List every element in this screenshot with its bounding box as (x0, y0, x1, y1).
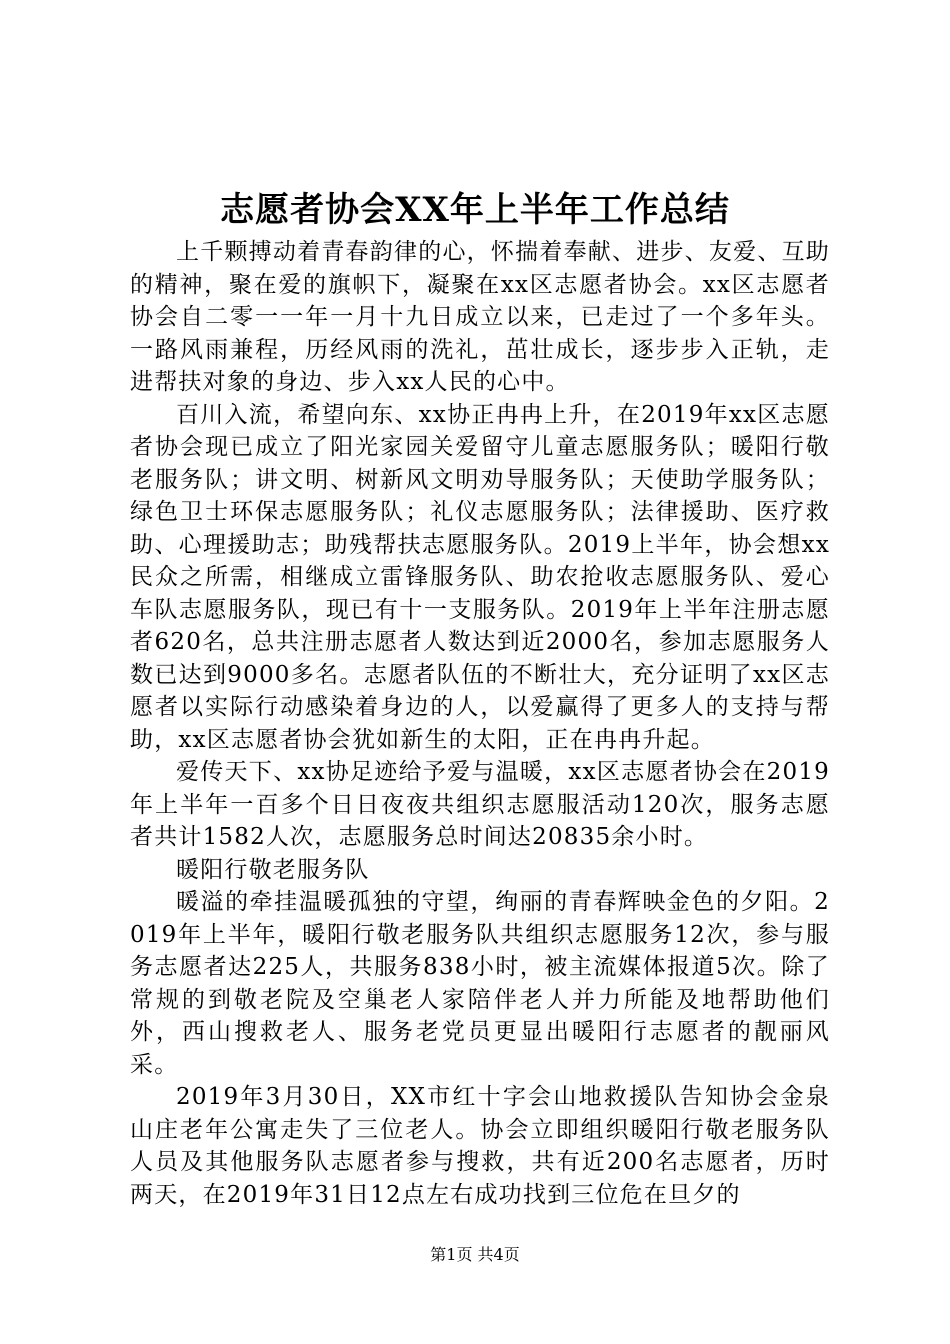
paragraph: 百川入流，希望向东、xx协正冉冉上升，在2019年xx区志愿者协会现已成立了阳光家园关爱留守儿童志愿服务队；暖阳行敬老服务队；讲文明、树新风文明劝导服务队；天使助学服务队；绿色卫士环保志愿服务队；礼仪志愿服务队；法律援助、医疗救助、心理援助志；助残帮扶志愿服务队。2019上半年，协会想xx民众之所需，相继成立雷锋服务队、助农抢收志愿服务队、爱心车队志愿服务队，现已有十一支服务队。2019年上半年注册志愿者620名，总共注册志愿者人数达到近2000名，参加志愿服务人数已达到9000多名。志愿者队伍的不断壮大，充分证明了xx区志愿者以实际行动感染着身边的人，以爱赢得了更多人的支持与帮助，xx区志愿者协会犹如新生的太阳，正在冉冉升起。 (130, 401, 830, 753)
section-heading: 暖阳行敬老服务队 (176, 856, 370, 883)
paragraph: 2019年3月30日，XX市红十字会山地救援队告知协会金泉山庄老年公寓走失了三位老人。协会立即组织暖阳行敬老服务队人员及其他服务队志愿者参与搜救，共有近200名志愿者，历时两天，在2019年31日12点左右成功找到三位危在旦夕的 (130, 1084, 830, 1208)
paragraph: 上千颗搏动着青春韵律的心，怀揣着奉献、进步、友爱、互助的精神，聚在爱的旗帜下，凝聚在xx区志愿者协会。xx区志愿者协会自二零一一年一月十九日成立以来，已走过了一个多年头。一路风雨兼程，历经风雨的洗礼，茁壮成长，逐步步入正轨，走进帮扶对象的身边、步入xx人民的心中。 (130, 239, 830, 395)
document-body (130, 236, 830, 1211)
paragraph: 爱传天下、xx协足迹给予爱与温暖，xx区志愿者协会在2019年上半年一百多个日日夜夜共组织志愿服活动120次，服务志愿者共计1582人次，志愿服务总时间达20835余小时。 (130, 759, 830, 850)
document-title: 志愿者协会XX年上半年工作总结 (220, 190, 730, 230)
page-footer: 第1页 共4页 (430, 1245, 520, 1264)
paragraph: 暖溢的牵挂温暖孤独的守望，绚丽的青春辉映金色的夕阳。2019年上半年，暖阳行敬老服务队共组织志愿服务12次，参与服务志愿者达225人，共服务838小时，被主流媒体报道5次。除了常规的到敬老院及空巢老人家陪伴老人并力所能及地帮助他们外，西山搜救老人、服务老党员更显出暖阳行志愿者的靓丽风采。 (130, 889, 830, 1078)
